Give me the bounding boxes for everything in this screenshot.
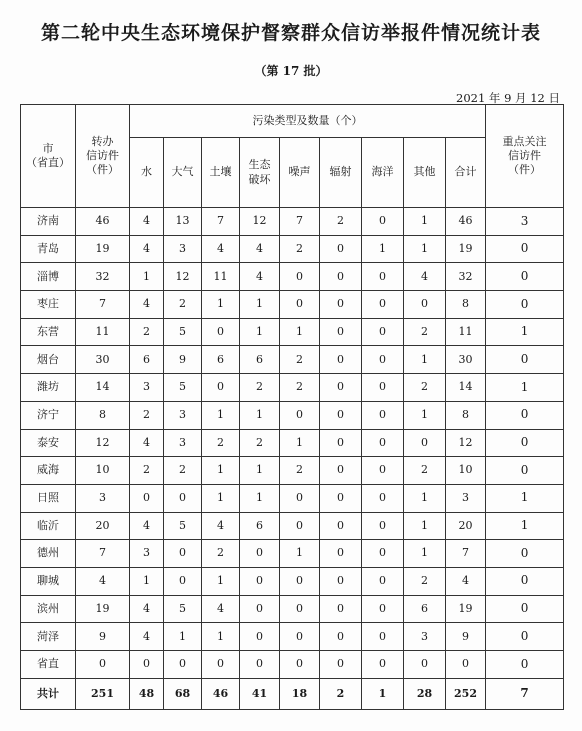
value-cell: 0 (280, 623, 320, 651)
value-cell: 0 (320, 457, 362, 485)
key-focus-cell: 0 (486, 429, 564, 457)
key-focus-cell: 0 (486, 623, 564, 651)
value-cell: 0 (240, 540, 280, 568)
value-cell: 0 (320, 623, 362, 651)
value-cell: 3 (164, 429, 202, 457)
key-focus-cell: 0 (486, 595, 564, 623)
value-cell: 2 (130, 318, 164, 346)
value-cell: 0 (320, 374, 362, 402)
value-cell: 12 (76, 429, 130, 457)
table-row (21, 540, 564, 568)
value-cell: 1 (202, 457, 240, 485)
key-focus-cell: 0 (486, 401, 564, 429)
table-row (21, 484, 564, 512)
value-cell: 0 (280, 291, 320, 319)
value-cell: 0 (362, 540, 404, 568)
value-cell: 0 (404, 651, 446, 679)
value-cell: 9 (76, 623, 130, 651)
value-cell: 4 (240, 235, 280, 263)
header-key-focus: 重点关注 信访件 （件） (486, 105, 564, 208)
value-cell: 0 (280, 512, 320, 540)
header-city: 市 （省直） (21, 105, 76, 208)
value-cell: 18 (280, 678, 320, 709)
value-cell: 4 (130, 235, 164, 263)
value-cell: 4 (76, 567, 130, 595)
table-row (21, 651, 564, 679)
value-cell: 0 (164, 484, 202, 512)
value-cell: 2 (320, 678, 362, 709)
value-cell: 1 (240, 318, 280, 346)
value-cell: 0 (362, 429, 404, 457)
key-focus-cell: 1 (486, 374, 564, 402)
value-cell: 0 (404, 291, 446, 319)
value-cell: 7 (76, 291, 130, 319)
value-cell: 2 (130, 457, 164, 485)
value-cell: 0 (362, 263, 404, 291)
header-other: 其他 (404, 138, 446, 208)
value-cell: 4 (130, 208, 164, 236)
value-cell: 0 (362, 651, 404, 679)
city-cell: 临沂 (21, 512, 76, 540)
value-cell: 1 (202, 401, 240, 429)
value-cell: 1 (280, 540, 320, 568)
value-cell: 2 (404, 457, 446, 485)
value-cell: 252 (446, 678, 486, 709)
value-cell: 11 (446, 318, 486, 346)
value-cell: 4 (446, 567, 486, 595)
value-cell: 0 (280, 595, 320, 623)
value-cell: 0 (362, 374, 404, 402)
value-cell: 8 (446, 291, 486, 319)
key-focus-cell: 0 (486, 540, 564, 568)
value-cell: 1 (240, 457, 280, 485)
value-cell: 5 (164, 512, 202, 540)
table-row (21, 623, 564, 651)
value-cell: 5 (164, 595, 202, 623)
value-cell: 10 (446, 457, 486, 485)
value-cell: 0 (362, 484, 404, 512)
value-cell: 1 (164, 623, 202, 651)
batch-label: （第 17 批） (254, 64, 328, 78)
value-cell: 1 (362, 235, 404, 263)
city-cell: 共计 (21, 678, 76, 709)
value-cell: 0 (320, 540, 362, 568)
value-cell: 4 (130, 512, 164, 540)
header-ecological-damage: 生态 破坏 (240, 138, 280, 208)
city-cell: 聊城 (21, 567, 76, 595)
value-cell: 19 (76, 595, 130, 623)
city-cell: 菏泽 (21, 623, 76, 651)
value-cell: 19 (76, 235, 130, 263)
value-cell: 0 (362, 208, 404, 236)
value-cell: 4 (202, 512, 240, 540)
value-cell: 6 (202, 346, 240, 374)
key-focus-cell: 1 (486, 512, 564, 540)
value-cell: 1 (404, 512, 446, 540)
value-cell: 0 (240, 567, 280, 595)
value-cell: 0 (362, 401, 404, 429)
value-cell: 46 (202, 678, 240, 709)
value-cell: 6 (240, 512, 280, 540)
city-cell: 青岛 (21, 235, 76, 263)
table-row (21, 567, 564, 595)
city-cell: 滨州 (21, 595, 76, 623)
header-water: 水 (130, 138, 164, 208)
value-cell: 251 (76, 678, 130, 709)
total-row (21, 678, 564, 709)
city-cell: 济宁 (21, 401, 76, 429)
city-cell: 德州 (21, 540, 76, 568)
value-cell: 0 (280, 401, 320, 429)
value-cell: 0 (320, 429, 362, 457)
value-cell: 0 (164, 651, 202, 679)
key-focus-cell: 0 (486, 346, 564, 374)
value-cell: 0 (130, 651, 164, 679)
value-cell: 0 (362, 291, 404, 319)
value-cell: 0 (320, 235, 362, 263)
city-cell: 烟台 (21, 346, 76, 374)
value-cell: 2 (202, 540, 240, 568)
page-title: 第二轮中央生态环境保护督察群众信访举报件情况统计表 (40, 22, 541, 44)
key-focus-cell: 0 (486, 263, 564, 291)
value-cell: 1 (404, 235, 446, 263)
value-cell: 7 (76, 540, 130, 568)
value-cell: 32 (76, 263, 130, 291)
city-cell: 日照 (21, 484, 76, 512)
header-air: 大气 (164, 138, 202, 208)
key-focus-cell: 0 (486, 235, 564, 263)
value-cell: 6 (130, 346, 164, 374)
value-cell: 0 (280, 484, 320, 512)
value-cell: 1 (202, 567, 240, 595)
value-cell: 1 (130, 263, 164, 291)
value-cell: 11 (202, 263, 240, 291)
value-cell: 1 (404, 484, 446, 512)
value-cell: 46 (446, 208, 486, 236)
city-cell: 潍坊 (21, 374, 76, 402)
value-cell: 1 (202, 291, 240, 319)
value-cell: 3 (446, 484, 486, 512)
report-date: 2021 年 9 月 12 日 (456, 91, 560, 105)
value-cell: 3 (76, 484, 130, 512)
value-cell: 4 (130, 291, 164, 319)
value-cell: 2 (404, 318, 446, 346)
value-cell: 4 (130, 623, 164, 651)
statistics-table (20, 104, 564, 710)
value-cell: 7 (446, 540, 486, 568)
city-cell: 济南 (21, 208, 76, 236)
key-focus-cell: 0 (486, 457, 564, 485)
value-cell: 4 (202, 235, 240, 263)
value-cell: 1 (280, 318, 320, 346)
value-cell: 0 (362, 567, 404, 595)
value-cell: 2 (164, 457, 202, 485)
value-cell: 68 (164, 678, 202, 709)
value-cell: 0 (362, 623, 404, 651)
key-focus-cell: 1 (486, 484, 564, 512)
value-cell: 14 (446, 374, 486, 402)
value-cell: 12 (446, 429, 486, 457)
key-focus-cell: 0 (486, 567, 564, 595)
key-focus-cell: 0 (486, 651, 564, 679)
value-cell: 2 (202, 429, 240, 457)
value-cell: 8 (76, 401, 130, 429)
header-subtotal: 合计 (446, 138, 486, 208)
value-cell: 0 (280, 651, 320, 679)
value-cell: 2 (240, 429, 280, 457)
value-cell: 0 (240, 651, 280, 679)
value-cell: 30 (76, 346, 130, 374)
value-cell: 4 (404, 263, 446, 291)
value-cell: 1 (404, 540, 446, 568)
header-soil: 土壤 (202, 138, 240, 208)
value-cell: 5 (164, 318, 202, 346)
table-row (21, 374, 564, 402)
city-cell: 东营 (21, 318, 76, 346)
value-cell: 9 (446, 623, 486, 651)
value-cell: 0 (320, 567, 362, 595)
key-focus-cell: 7 (486, 678, 564, 709)
value-cell: 9 (164, 346, 202, 374)
header-ocean: 海洋 (362, 138, 404, 208)
city-cell: 省直 (21, 651, 76, 679)
value-cell: 2 (280, 346, 320, 374)
value-cell: 2 (280, 374, 320, 402)
header-radiation: 辐射 (320, 138, 362, 208)
value-cell: 0 (76, 651, 130, 679)
table-body (21, 208, 564, 710)
value-cell: 48 (130, 678, 164, 709)
value-cell: 0 (320, 512, 362, 540)
value-cell: 7 (280, 208, 320, 236)
city-cell: 枣庄 (21, 291, 76, 319)
value-cell: 20 (76, 512, 130, 540)
value-cell: 2 (240, 374, 280, 402)
value-cell: 0 (320, 595, 362, 623)
value-cell: 0 (280, 263, 320, 291)
value-cell: 0 (362, 346, 404, 374)
value-cell: 4 (240, 263, 280, 291)
table-row (21, 595, 564, 623)
value-cell: 2 (404, 567, 446, 595)
value-cell: 0 (446, 651, 486, 679)
value-cell: 3 (130, 374, 164, 402)
value-cell: 3 (404, 623, 446, 651)
value-cell: 1 (130, 567, 164, 595)
value-cell: 4 (130, 595, 164, 623)
value-cell: 11 (76, 318, 130, 346)
value-cell: 1 (404, 401, 446, 429)
value-cell: 1 (280, 429, 320, 457)
header-transferred: 转办 信访件 （件） (76, 105, 130, 208)
header-pollution-group: 污染类型及数量（个） (130, 105, 486, 138)
value-cell: 1 (240, 484, 280, 512)
table-row (21, 263, 564, 291)
value-cell: 0 (320, 484, 362, 512)
value-cell: 0 (130, 484, 164, 512)
value-cell: 20 (446, 512, 486, 540)
value-cell: 41 (240, 678, 280, 709)
city-cell: 泰安 (21, 429, 76, 457)
key-focus-cell: 1 (486, 318, 564, 346)
value-cell: 1 (404, 346, 446, 374)
city-cell: 威海 (21, 457, 76, 485)
value-cell: 1 (202, 484, 240, 512)
value-cell: 0 (362, 595, 404, 623)
value-cell: 1 (362, 678, 404, 709)
value-cell: 5 (164, 374, 202, 402)
value-cell: 0 (320, 346, 362, 374)
value-cell: 1 (240, 401, 280, 429)
value-cell: 2 (404, 374, 446, 402)
value-cell: 3 (164, 235, 202, 263)
value-cell: 3 (130, 540, 164, 568)
value-cell: 1 (202, 623, 240, 651)
value-cell: 4 (130, 429, 164, 457)
value-cell: 6 (404, 595, 446, 623)
key-focus-cell: 3 (486, 208, 564, 236)
value-cell: 32 (446, 263, 486, 291)
value-cell: 0 (362, 318, 404, 346)
value-cell: 6 (240, 346, 280, 374)
value-cell: 2 (164, 291, 202, 319)
value-cell: 0 (320, 401, 362, 429)
value-cell: 12 (240, 208, 280, 236)
value-cell: 0 (320, 291, 362, 319)
value-cell: 3 (164, 401, 202, 429)
table-row (21, 401, 564, 429)
value-cell: 2 (130, 401, 164, 429)
value-cell: 0 (320, 651, 362, 679)
value-cell: 12 (164, 263, 202, 291)
table-row (21, 429, 564, 457)
value-cell: 0 (320, 263, 362, 291)
value-cell: 28 (404, 678, 446, 709)
value-cell: 0 (240, 595, 280, 623)
value-cell: 0 (240, 623, 280, 651)
value-cell: 0 (362, 512, 404, 540)
table-row (21, 208, 564, 236)
value-cell: 2 (280, 235, 320, 263)
value-cell: 46 (76, 208, 130, 236)
value-cell: 19 (446, 235, 486, 263)
value-cell: 1 (404, 208, 446, 236)
value-cell: 0 (164, 540, 202, 568)
value-cell: 1 (240, 291, 280, 319)
table-row (21, 346, 564, 374)
value-cell: 4 (202, 595, 240, 623)
value-cell: 2 (320, 208, 362, 236)
table-row (21, 291, 564, 319)
table-row (21, 457, 564, 485)
key-focus-cell: 0 (486, 291, 564, 319)
value-cell: 30 (446, 346, 486, 374)
value-cell: 0 (202, 374, 240, 402)
value-cell: 8 (446, 401, 486, 429)
value-cell: 10 (76, 457, 130, 485)
value-cell: 7 (202, 208, 240, 236)
value-cell: 0 (280, 567, 320, 595)
value-cell: 0 (320, 318, 362, 346)
table-row (21, 235, 564, 263)
city-cell: 淄博 (21, 263, 76, 291)
value-cell: 14 (76, 374, 130, 402)
value-cell: 0 (362, 457, 404, 485)
header-noise: 噪声 (280, 138, 320, 208)
value-cell: 19 (446, 595, 486, 623)
value-cell: 13 (164, 208, 202, 236)
table-row (21, 318, 564, 346)
value-cell: 2 (280, 457, 320, 485)
table-row (21, 512, 564, 540)
value-cell: 0 (202, 651, 240, 679)
value-cell: 0 (202, 318, 240, 346)
value-cell: 0 (404, 429, 446, 457)
value-cell: 0 (164, 567, 202, 595)
